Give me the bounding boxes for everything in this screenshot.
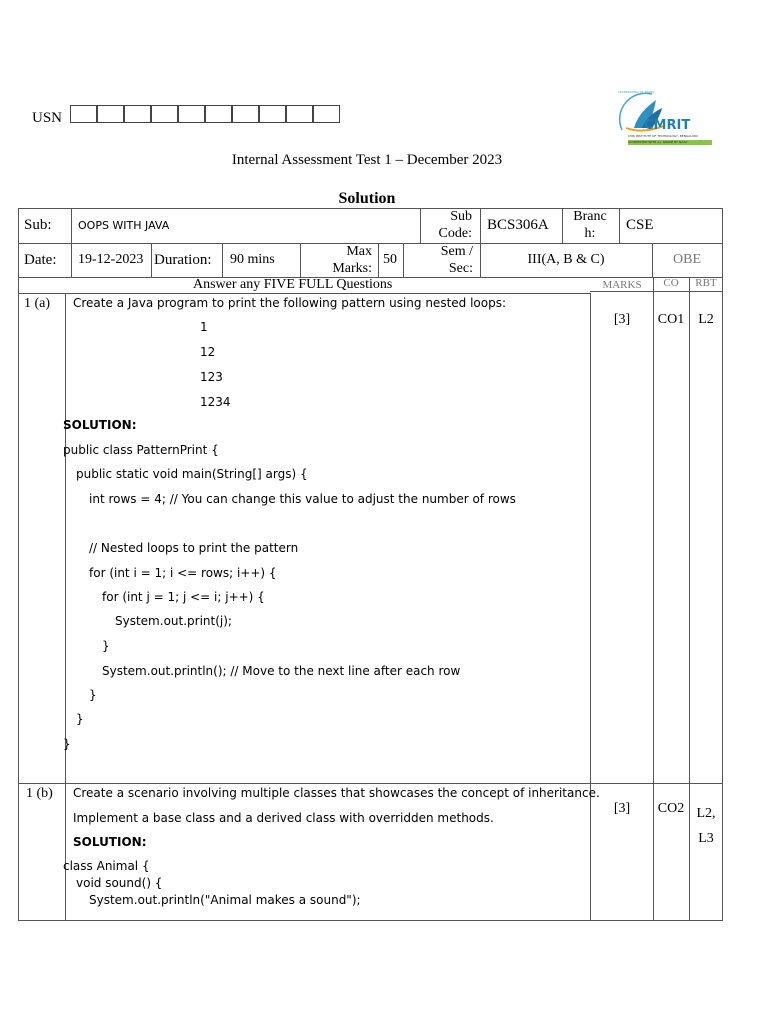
sem-value: III(A, B & C) (527, 252, 605, 267)
sub-code-label (422, 208, 472, 242)
code-line: } (63, 737, 71, 751)
max-marks-label (302, 243, 372, 277)
rbt-value (689, 801, 723, 851)
code-line: public static void main(String[] args) { (76, 467, 308, 481)
test-title: Internal Assessment Test 1 – December 2023 (231, 152, 503, 168)
duration-value: 90 mins (230, 252, 275, 267)
solution-title: Solution (338, 190, 396, 207)
duration-label: Duration: (154, 252, 212, 268)
branch-value: CSE (626, 217, 654, 233)
solution-label: SOLUTION: (63, 418, 137, 432)
code-line: } (102, 639, 110, 653)
question-text: Create a Java program to print the following pattern using nested loops: (73, 296, 507, 310)
code-line: } (76, 712, 84, 726)
code-line: class Animal { (63, 859, 150, 873)
date-label: Date: (24, 252, 57, 268)
sub-label: Sub: (24, 217, 52, 233)
rbt-value: L2 (698, 312, 714, 327)
sub-value: OOPS WITH JAVA (78, 219, 170, 232)
code-line: System.out.print(j); (115, 614, 232, 628)
code-line: System.out.println("Animal makes a sound"); (89, 893, 361, 907)
usn-box[interactable] (124, 105, 151, 123)
logo-arc: CELEBRATING 25 YEARS (618, 90, 655, 94)
logo-text: CMRIT (644, 118, 691, 133)
question-number: 1 (b) (26, 786, 53, 801)
sub-code-label-line: Sub (450, 209, 472, 224)
usn-box[interactable] (205, 105, 232, 123)
max-marks-label-line: Marks: (332, 261, 372, 276)
usn-box[interactable] (97, 105, 124, 123)
sub-code-value: BCS306A (487, 217, 549, 233)
code-line: void sound() { (76, 876, 163, 890)
sub-code-label-line: Code: (438, 226, 472, 241)
pattern-line: 1 (200, 320, 208, 334)
usn-box[interactable] (151, 105, 178, 123)
solution-label: SOLUTION: (73, 835, 147, 849)
code-line: for (int j = 1; j <= i; j++) { (102, 590, 265, 604)
max-marks-value: 50 (383, 252, 397, 267)
cmrit-logo (612, 88, 717, 152)
instruction-text: Answer any FIVE FULL Questions (193, 277, 393, 292)
usn-box[interactable] (70, 105, 97, 123)
pattern-line: 1234 (200, 395, 231, 409)
code-line: } (89, 688, 97, 702)
question-text: Implement a base class and a derived class with overridden methods. (73, 811, 494, 825)
co-value: CO2 (657, 801, 685, 816)
usn-box[interactable] (178, 105, 205, 123)
usn-box[interactable] (313, 105, 340, 123)
usn-label: USN (32, 110, 63, 126)
code-line: public class PatternPrint { (63, 443, 219, 457)
logo-tagline: CMR INSTITUTE OF TECHNOLOGY, BENGALURU (628, 134, 699, 138)
logo-accredit: ACCREDITED WITH A+ GRADE BY NAAC (628, 140, 712, 145)
code-line: for (int i = 1; i <= rows; i++) { (89, 566, 277, 580)
branch-label (562, 208, 618, 242)
usn-box[interactable] (259, 105, 286, 123)
sem-label-line: Sem / (440, 244, 473, 259)
obe-label: OBE (673, 252, 701, 267)
marks-header: MARKS (602, 279, 642, 291)
rbt-value-line: L2, (696, 806, 716, 821)
branch-label-line: h: (584, 226, 596, 241)
marks-value: [3] (613, 312, 631, 327)
branch-label-line: Branc (573, 209, 607, 224)
question-number: 1 (a) (24, 296, 51, 311)
usn-box[interactable] (286, 105, 313, 123)
pattern-line: 123 (200, 370, 223, 384)
sem-label (405, 243, 473, 277)
rbt-header: RBT (695, 277, 717, 289)
max-marks-label-line: Max (346, 244, 372, 259)
marks-value: [3] (613, 801, 631, 816)
co-header: CO (663, 277, 679, 289)
rbt-value-line: L3 (698, 831, 714, 846)
question-text: Create a scenario involving multiple classes that showcases the concept of inheritance. (73, 786, 600, 800)
sem-label-line: Sec: (448, 261, 473, 276)
date-value: 19-12-2023 (78, 252, 144, 267)
code-line: int rows = 4; // You can change this value to adjust the number of rows (89, 492, 516, 506)
code-line: System.out.println(); // Move to the next line after each row (102, 664, 461, 678)
pattern-line: 12 (200, 345, 216, 359)
usn-box[interactable] (232, 105, 259, 123)
code-line: // Nested loops to print the pattern (89, 541, 299, 555)
co-value: CO1 (657, 312, 685, 327)
